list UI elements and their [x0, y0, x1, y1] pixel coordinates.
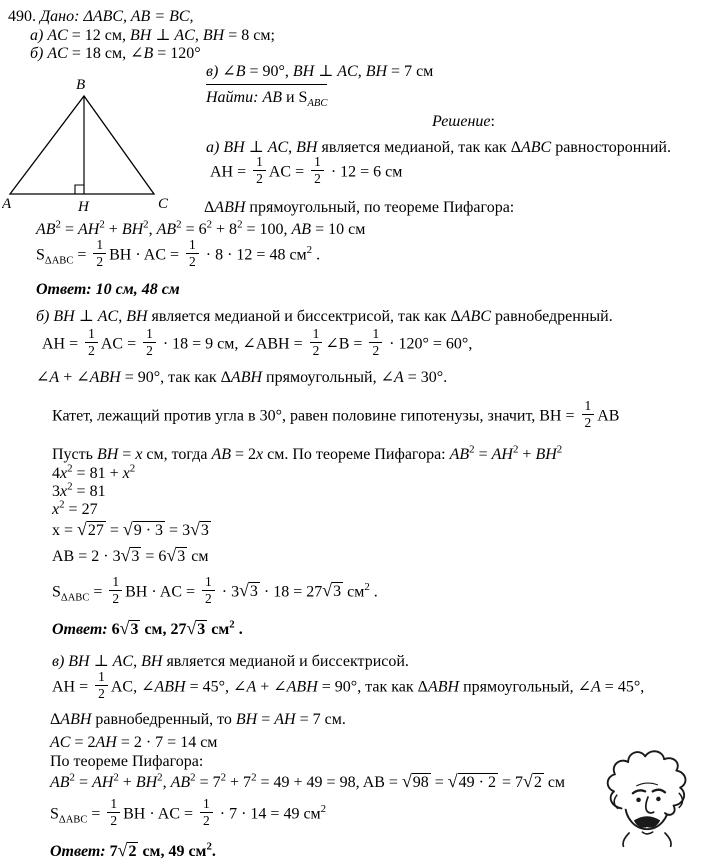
case-v-step-1: в) BH ⊥ AC, BH является медианой и биссектрисой. [52, 653, 409, 670]
solution-heading: Решение: [432, 113, 495, 130]
case-a-step-1: а) BH ⊥ AC, BH является медианой, так как ΔABC равносторонний. [206, 139, 671, 156]
case-b-setup: Пусть BH = x см, тогда AB = 2x см. По теореме Пифагора: $AB^2 = AH^2 + BH^2$ [52, 443, 563, 463]
case-b-eq-3: $x^2 = 27$ [52, 498, 98, 518]
case-v-pythagoras-label: По теореме Пифагора: [50, 753, 204, 770]
case-a-formula-ah: AH = $\frac{1}{2}$ AC = $\frac{1}{2}$ · 12 = 6 см [210, 154, 403, 187]
case-a-answer: Ответ: 10 см, 48 см [36, 281, 180, 298]
case-v-isosceles: ΔABH равнобедренный, то BH = AH = 7 см. [50, 711, 346, 728]
case-a-area-formula: $S_{\Delta ABC}$ = $\frac{1}{2}$ BH · AC = $\frac{1}{2}$ · 8 · 12 = 48 $см^2$ . [36, 237, 321, 270]
case-b-eq-2: $3x^2 = 81$ [52, 480, 106, 500]
case-a-step-2: ΔABH прямоугольный, по теореме Пифагора: [204, 199, 515, 216]
case-b-area-formula: $S_{\Delta ABC}$ = $\frac{1}{2}$ BH · AC = $\frac{1}{2}$ · 3√3 · 18 = 27√3 $см^2$ . [52, 574, 378, 607]
triangle-diagram [2, 74, 170, 216]
case-a-pythagoras: $AB^2 = AH^2 + BH^2$, $AB^2 = 6^2 + 8^2 = 100$, AB = 10 см [36, 218, 366, 238]
vertex-label-h: H [78, 199, 89, 215]
given-case-a: а) AC = 12 см, BH ⊥ AC, BH = 8 см; [30, 27, 275, 44]
case-v-pythagoras: $AB^2 = AH^2 + BH^2$, $AB^2 = 7^2 + 7^2 = 49 + 49 = 98$, AB = √98 = √49 · 2 = 7√2 см [50, 771, 566, 791]
case-b-eq-1: $4x^2 = 81 + x^2$ [52, 462, 136, 482]
right-angle-icon [75, 185, 84, 194]
case-b-formula-ah-angle: AH = $\frac{1}{2}$ AC = $\frac{1}{2}$ · 18 = 9 см, ∠ABH = $\frac{1}{2}$ ∠B = $\frac{1}{2}$ · 120° = 60°, [42, 326, 473, 359]
case-b-leg-rule: Катет, лежащий против угла в 30°, равен половине гипотенузы, значит, BH = $\frac{1}{2}$ AB [52, 398, 620, 431]
given-case-b: б) AC = 18 см, ∠B = 120° [30, 45, 201, 62]
einstein-logo-icon [598, 746, 698, 850]
case-b-answer: Ответ: 6√3 см, 27√3 $см^2$ . [52, 618, 243, 638]
case-b-eq-4: x = √27 = √9 · 3 = 3√3 [52, 519, 209, 539]
case-b-step-1: б) BH ⊥ AC, BH является медианой и биссектрисой, так как ΔABC равнобедренный. [36, 308, 613, 325]
case-v-answer: Ответ: 7√2 см, 49 $см^2$. [50, 840, 216, 860]
case-v-angles: AH = $\frac{1}{2}$ AC, ∠ABH = 45°, ∠A + ∠ABH = 90°, так как ΔABH прямоугольный, ∠A = 45°, [52, 669, 645, 702]
case-b-ab: AB = 2 · 3√3 = 6√3 см [52, 545, 209, 565]
case-v-ac: AC = 2AH = 2 · 7 = 14 см [50, 734, 218, 751]
problem-given: 490. Дано: ΔABC, AB = BC, [8, 8, 194, 25]
find-statement: Найти: AB и $S_{ABC}$ [206, 84, 327, 108]
case-v-area-formula: $S_{\Delta ABC}$ = $\frac{1}{2}$ BH · AC = $\frac{1}{2}$ · 7 · 14 = 49 $см^2$ [50, 796, 327, 829]
vertex-label-a: A [2, 196, 12, 212]
given-case-v: в) ∠B = 90°, BH ⊥ AC, BH = 7 см [206, 63, 434, 80]
triangle-outline [10, 96, 154, 194]
case-b-angles: ∠A + ∠ABH = 90°, так как ΔABH прямоугольный, ∠A = 30°. [36, 369, 448, 386]
vertex-label-b: B [76, 77, 86, 93]
vertex-label-c: C [158, 196, 169, 212]
